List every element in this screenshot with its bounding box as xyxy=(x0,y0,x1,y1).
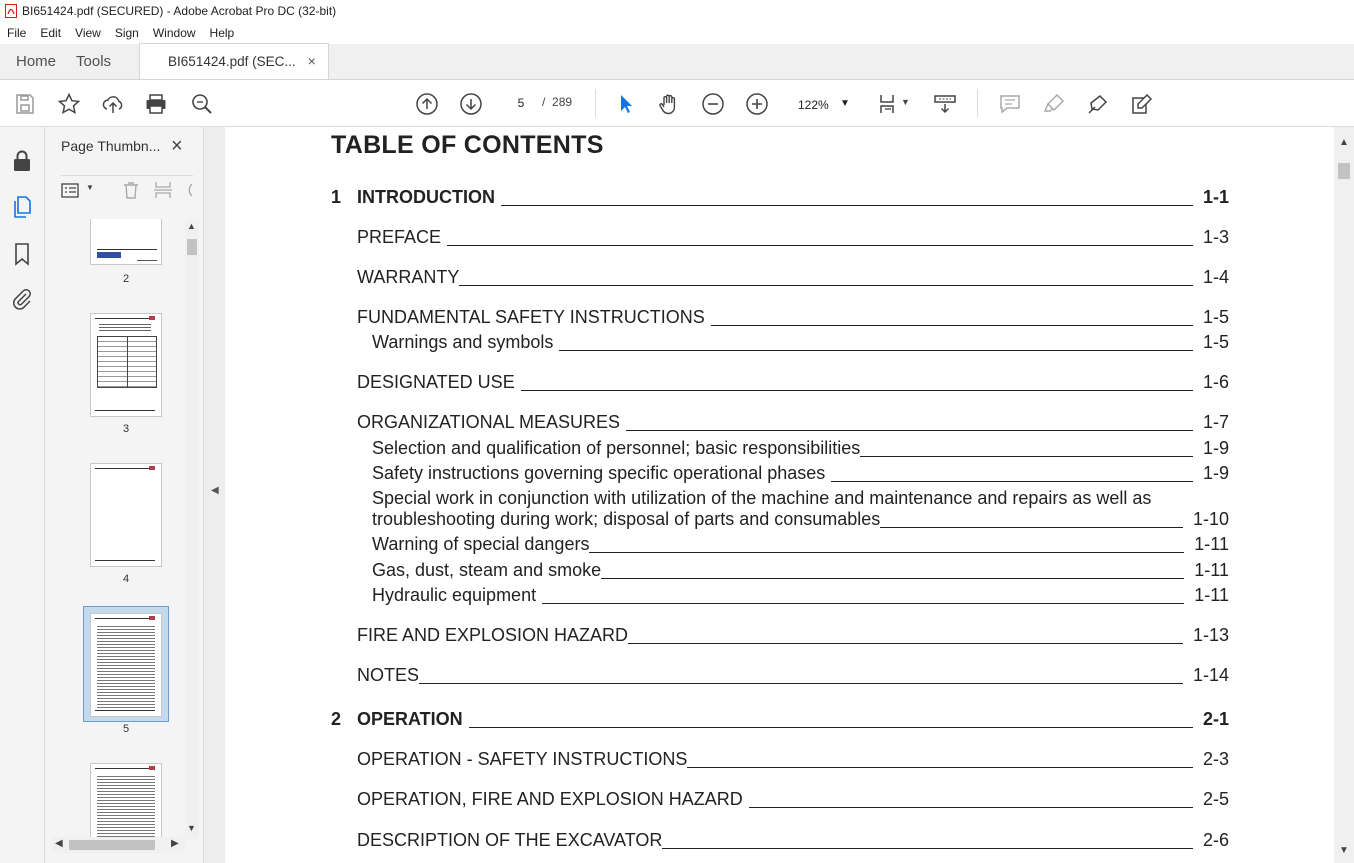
toc-number: 1 xyxy=(331,187,342,207)
toc-entry[interactable] xyxy=(372,559,1229,581)
toc-text: troubleshooting during work; disposal of parts and consumables xyxy=(372,509,881,529)
toc-entry[interactable] xyxy=(357,411,1229,433)
page-total: 289 xyxy=(552,95,573,109)
menu-view[interactable]: View xyxy=(75,26,101,40)
thumbnail-label: 4 xyxy=(122,573,130,585)
toc-leader xyxy=(542,603,1184,604)
toc-entry[interactable] xyxy=(357,226,1229,248)
panel-collapse-handle[interactable] xyxy=(204,127,225,863)
document-view xyxy=(225,127,1334,863)
page-up-icon[interactable] xyxy=(414,91,440,117)
toc-entry[interactable] xyxy=(357,266,1229,288)
scroll-mode-icon[interactable] xyxy=(932,91,958,117)
toc-text: WARRANTY xyxy=(357,267,460,287)
zoom-out-icon[interactable] xyxy=(700,91,726,117)
toc-number: 2 xyxy=(331,709,342,729)
page-thumbnail[interactable] xyxy=(90,313,162,417)
toc-page: 1-10 xyxy=(1192,509,1229,529)
chevron-down-icon[interactable]: ▼ xyxy=(86,183,94,192)
page-separator: / xyxy=(542,95,546,109)
menu-help[interactable]: Help xyxy=(209,26,235,40)
zoom-select[interactable] xyxy=(790,94,856,116)
toc-page: 1-11 xyxy=(1194,534,1229,554)
zoom-in-icon[interactable] xyxy=(744,91,770,117)
toc-leader xyxy=(501,205,1193,206)
toc-page: 1-13 xyxy=(1192,625,1229,645)
thumbnail-label: 3 xyxy=(122,423,130,435)
toc-text: Warning of special dangers xyxy=(372,534,590,554)
thumbnail-label: 5 xyxy=(122,723,130,735)
toc-text: Special work in conjunction with utilization of the machine and maintenance and repairs as well as xyxy=(372,488,1152,508)
close-icon[interactable]: × xyxy=(171,135,183,157)
toc-entry[interactable] xyxy=(357,371,1229,393)
tab-document[interactable] xyxy=(139,43,329,79)
toolbar-divider xyxy=(595,89,596,117)
comment-icon[interactable] xyxy=(997,91,1023,117)
thumbnail-scrollbar[interactable] xyxy=(185,219,199,839)
toc-leader xyxy=(589,552,1184,553)
toc-page: 2-3 xyxy=(1202,749,1229,769)
toc-entry[interactable] xyxy=(357,624,1229,646)
sign-icon[interactable] xyxy=(1085,91,1111,117)
toc-text: Hydraulic equipment xyxy=(372,585,537,605)
thumbnail-list xyxy=(83,219,187,839)
toc-text: INTRODUCTION xyxy=(357,187,495,207)
search-icon[interactable] xyxy=(189,91,215,117)
hand-icon[interactable] xyxy=(656,91,682,117)
toc-leader xyxy=(469,727,1193,728)
edit-icon[interactable] xyxy=(1129,91,1155,117)
page-thumbnails-icon[interactable] xyxy=(10,195,34,219)
scroll-up-icon[interactable]: ▲ xyxy=(1339,137,1349,148)
toc-page: 1-5 xyxy=(1202,332,1229,352)
toc-entry[interactable] xyxy=(331,708,1229,730)
page-count xyxy=(542,95,572,109)
page-down-icon[interactable] xyxy=(458,91,484,117)
scroll-down-icon[interactable]: ▼ xyxy=(1339,845,1349,856)
toc-leader xyxy=(601,578,1184,579)
toc-text: OPERATION xyxy=(357,709,463,729)
rotate-icon[interactable] xyxy=(185,180,193,200)
tab-home[interactable]: Home xyxy=(16,53,57,70)
toc-leader xyxy=(459,285,1193,286)
toc-page: 1-11 xyxy=(1194,585,1229,605)
tab-bar xyxy=(0,44,1354,80)
toolbar-divider xyxy=(977,89,978,117)
menu-window[interactable]: Window xyxy=(152,26,196,40)
toc-text: PREFACE xyxy=(357,227,442,247)
save-icon[interactable] xyxy=(12,91,38,117)
toc-page: 1-3 xyxy=(1202,227,1229,247)
toc-page: 2-6 xyxy=(1202,830,1229,850)
star-icon[interactable] xyxy=(56,91,82,117)
panel-title: Page Thumbn... xyxy=(61,138,161,154)
toc-page: 1-14 xyxy=(1192,665,1229,685)
chevron-down-icon[interactable]: ▼ xyxy=(901,97,910,107)
scroll-up-icon[interactable]: ▲ xyxy=(187,221,196,231)
highlight-icon[interactable] xyxy=(1041,91,1067,117)
toc-page: 1-1 xyxy=(1202,187,1229,207)
toc-entry[interactable] xyxy=(372,487,1229,509)
toc-entry[interactable] xyxy=(357,664,1229,686)
print-icon[interactable] xyxy=(143,91,169,117)
acrobat-icon xyxy=(5,4,17,18)
page-thumbnail[interactable] xyxy=(90,219,162,265)
toc-text: Selection and qualification of personnel; basic responsibilities xyxy=(372,438,861,458)
toc-entry[interactable] xyxy=(372,508,1229,530)
scroll-left-icon[interactable]: ◀ xyxy=(55,838,63,849)
toc-page: 1-7 xyxy=(1202,412,1229,432)
thumbnail-hscrollbar[interactable] xyxy=(53,837,185,853)
toc-leader xyxy=(626,430,1193,431)
toc-entry[interactable] xyxy=(357,306,1229,328)
toc-text: Safety instructions governing specific operational phases xyxy=(372,463,826,483)
toc-page: 1-6 xyxy=(1202,372,1229,392)
title-bar xyxy=(0,0,1354,22)
thumbnail-label: 2 xyxy=(122,273,130,285)
page-thumbnail-selected[interactable] xyxy=(90,613,162,717)
toc-text: OPERATION, FIRE AND EXPLOSION HAZARD xyxy=(357,789,743,809)
toc-text: Gas, dust, steam and smoke xyxy=(372,560,602,580)
page-number-input[interactable]: 5 xyxy=(508,92,534,114)
scroll-right-icon[interactable]: ▶ xyxy=(171,838,179,849)
attachment-icon[interactable] xyxy=(10,287,34,311)
scrollbar-thumb[interactable] xyxy=(187,239,197,255)
toc-leader xyxy=(831,481,1193,482)
toc-leader xyxy=(559,350,1193,351)
toc-leader xyxy=(880,527,1183,528)
collapse-arrow-icon[interactable]: ◀ xyxy=(211,485,219,496)
toc-page: 1-5 xyxy=(1202,307,1229,327)
scrollbar-thumb[interactable] xyxy=(69,840,155,850)
bookmark-icon[interactable] xyxy=(10,242,34,266)
menu-sign[interactable]: Sign xyxy=(114,26,139,40)
left-rail xyxy=(0,127,45,863)
lock-icon[interactable] xyxy=(10,149,34,173)
toc-page: 2-5 xyxy=(1202,789,1229,809)
scroll-down-icon[interactable]: ▼ xyxy=(187,823,196,833)
main-toolbar xyxy=(0,80,1354,127)
toc-page: 1-9 xyxy=(1202,438,1229,458)
toc-entry[interactable] xyxy=(357,829,1229,851)
toc-page: 1-9 xyxy=(1202,463,1229,483)
scrollbar-thumb[interactable] xyxy=(1338,163,1350,179)
select-cursor-icon[interactable] xyxy=(612,91,638,117)
upload-icon[interactable] xyxy=(100,91,126,117)
page-thumbnail[interactable] xyxy=(90,763,162,839)
tab-document-label: BI651424.pdf (SEC... xyxy=(168,54,296,69)
toc-leader xyxy=(662,848,1193,849)
zoom-value: 122% xyxy=(798,98,829,112)
toc-text: NOTES xyxy=(357,665,420,685)
page-thumbnail[interactable] xyxy=(90,463,162,567)
toc-leader xyxy=(521,390,1193,391)
toc-entry[interactable] xyxy=(372,533,1229,555)
toc-text: DESIGNATED USE xyxy=(357,372,515,392)
toc-entry[interactable] xyxy=(372,331,1229,353)
window-title: BI651424.pdf (SECURED) - Adobe Acrobat Pro DC (32-bit) xyxy=(22,4,337,18)
toc-leader xyxy=(419,683,1183,684)
toc-leader xyxy=(628,643,1183,644)
delete-icon[interactable] xyxy=(121,180,141,200)
toc-text: OPERATION - SAFETY INSTRUCTIONS xyxy=(357,749,688,769)
toc-entry[interactable] xyxy=(357,748,1229,770)
toc-entry[interactable] xyxy=(372,584,1229,606)
menu-edit[interactable]: Edit xyxy=(40,26,62,40)
document-scrollbar[interactable] xyxy=(1334,127,1354,863)
toc-leader xyxy=(860,456,1193,457)
extract-pages-icon[interactable] xyxy=(153,180,173,200)
fit-page-icon[interactable] xyxy=(876,91,902,117)
toc-page: 2-1 xyxy=(1202,709,1229,729)
toc-leader xyxy=(711,325,1193,326)
toc-leader xyxy=(687,767,1193,768)
toc-entry[interactable] xyxy=(357,788,1229,810)
tab-close-icon[interactable]: × xyxy=(307,53,316,69)
toc-leader xyxy=(447,245,1193,246)
toc-leader xyxy=(749,807,1193,808)
toc-entry[interactable] xyxy=(372,437,1229,459)
menu-file[interactable]: File xyxy=(7,26,27,40)
page-thumbnails-panel xyxy=(45,127,204,863)
menu-bar xyxy=(0,22,1354,44)
toc-entry[interactable] xyxy=(331,186,1229,208)
toc-text: DESCRIPTION OF THE EXCAVATOR xyxy=(357,830,663,850)
toc-entry[interactable] xyxy=(372,462,1229,484)
toc-text: FUNDAMENTAL SAFETY INSTRUCTIONS xyxy=(357,307,705,327)
toc-text: ORGANIZATIONAL MEASURES xyxy=(357,412,621,432)
toc-page: 1-4 xyxy=(1202,267,1229,287)
panel-toolbar xyxy=(61,175,193,201)
options-icon[interactable] xyxy=(61,182,81,198)
toc-page: 1-11 xyxy=(1194,560,1229,580)
tab-tools[interactable]: Tools xyxy=(76,53,112,70)
toc-text: FIRE AND EXPLOSION HAZARD xyxy=(357,625,629,645)
toc-text: Warnings and symbols xyxy=(372,332,554,352)
page-heading: TABLE OF CONTENTS xyxy=(331,131,604,159)
chevron-down-icon: ▼ xyxy=(840,98,850,109)
